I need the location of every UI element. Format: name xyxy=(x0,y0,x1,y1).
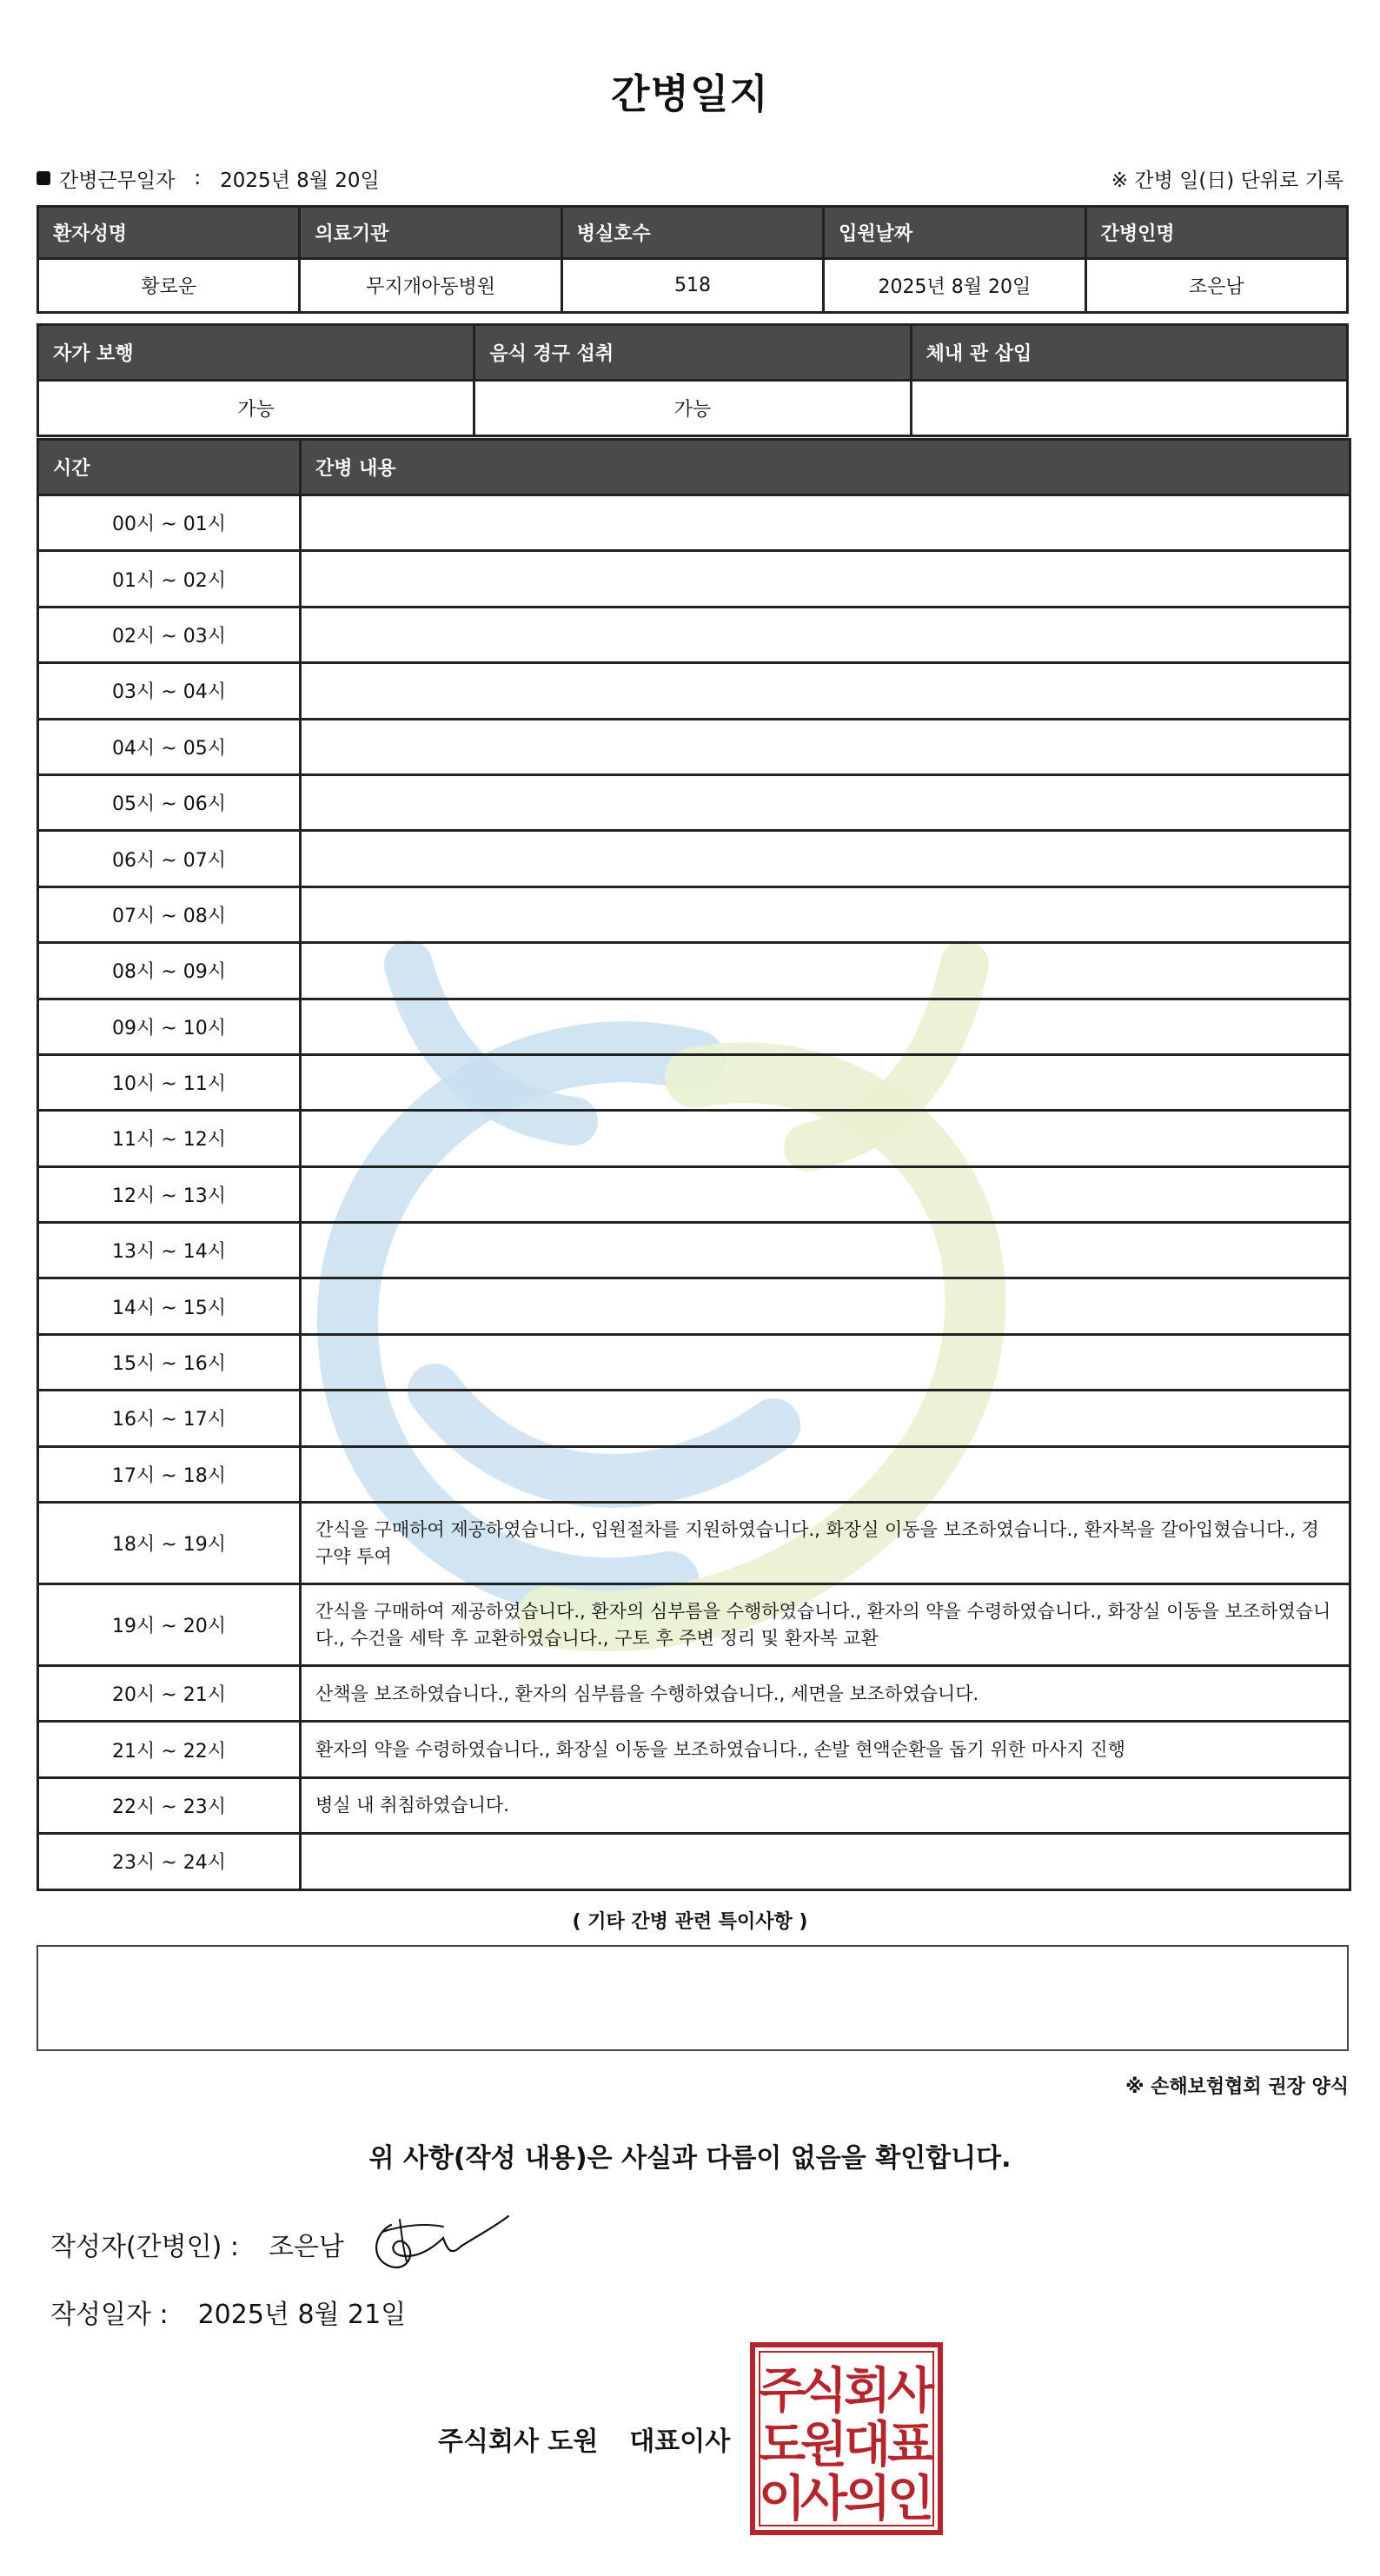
table-row xyxy=(38,1584,1350,1666)
time-cell: 14시 ~ 15시 xyxy=(38,1278,301,1334)
time-cell: 23시 ~ 24시 xyxy=(38,1834,301,1889)
writer-label: 작성자(간병인) : xyxy=(50,2232,239,2262)
room-number: 518 xyxy=(561,259,823,313)
content-cell: 산책을 보조하였습니다., 환자의 심부름을 수행하였습니다., 세면을 보조하였습니다. xyxy=(301,1666,1350,1722)
header-care-content: 간병 내용 xyxy=(301,440,1350,495)
table-row xyxy=(38,1834,1350,1889)
time-cell: 10시 ~ 11시 xyxy=(38,1054,301,1110)
meta-row xyxy=(36,163,1344,193)
table-row xyxy=(38,551,1350,607)
company-signoff xyxy=(438,2420,730,2458)
svg-text:원: 원 xyxy=(799,2417,848,2473)
company-seal-icon xyxy=(749,2341,944,2536)
work-date xyxy=(36,164,380,193)
header-hospital: 의료기관 xyxy=(300,207,561,259)
table-row xyxy=(38,719,1350,774)
admission-date: 2025년 8월 20일 xyxy=(824,259,1085,313)
content-cell: 병실 내 취침하였습니다. xyxy=(301,1777,1350,1833)
svg-text:도: 도 xyxy=(758,2417,806,2473)
time-cell: 02시 ~ 03시 xyxy=(38,607,301,662)
table-row xyxy=(38,663,1350,719)
care-log-header-row xyxy=(38,440,1350,495)
time-cell: 04시 ~ 05시 xyxy=(38,719,301,774)
content-cell xyxy=(301,1166,1350,1222)
table-row xyxy=(38,1054,1350,1110)
table-row xyxy=(38,1503,1350,1584)
content-cell xyxy=(301,719,1350,774)
patient-info-table xyxy=(36,205,1349,314)
content-cell: 간식을 구매하여 제공하였습니다., 입원절차를 지원하였습니다., 화장실 이동을 보조하였습니다., 환자복을 갈아입혔습니다., 경구약 투여 xyxy=(301,1503,1350,1584)
content-cell xyxy=(301,1223,1350,1278)
time-cell: 00시 ~ 01시 xyxy=(38,495,301,551)
table-row xyxy=(38,1722,1350,1777)
patient-status-header-row xyxy=(38,325,1348,381)
signature-icon xyxy=(365,2208,513,2277)
time-cell: 16시 ~ 17시 xyxy=(38,1391,301,1446)
svg-text:사: 사 xyxy=(886,2363,935,2420)
time-cell: 22시 ~ 23시 xyxy=(38,1777,301,1833)
content-cell xyxy=(301,607,1350,662)
header-admission-date: 입원날짜 xyxy=(824,207,1085,259)
header-patient-name: 환자성명 xyxy=(38,207,300,259)
time-cell: 11시 ~ 12시 xyxy=(38,1111,301,1166)
content-cell xyxy=(301,663,1350,719)
time-cell: 21시 ~ 22시 xyxy=(38,1722,301,1777)
table-row xyxy=(38,1777,1350,1833)
table-row xyxy=(38,1446,1350,1502)
content-cell xyxy=(301,1334,1350,1390)
svg-text:인: 인 xyxy=(886,2471,935,2527)
company-name: 주식회사 도원 xyxy=(438,2427,599,2457)
svg-text:표: 표 xyxy=(886,2417,935,2473)
patient-name: 황로운 xyxy=(38,259,300,313)
table-row xyxy=(38,1223,1350,1278)
table-row xyxy=(38,886,1350,942)
work-date-value: 2025년 8월 20일 xyxy=(220,169,380,192)
table-row xyxy=(38,1391,1350,1446)
table-row xyxy=(38,943,1350,999)
table-row xyxy=(38,1666,1350,1722)
write-date-label: 작성일자 : xyxy=(50,2300,169,2330)
time-cell: 20시 ~ 21시 xyxy=(38,1666,301,1722)
content-cell xyxy=(301,1446,1350,1502)
header-room-number: 병실호수 xyxy=(561,207,823,259)
svg-text:대: 대 xyxy=(843,2417,892,2473)
care-log-table xyxy=(36,438,1351,1891)
header-self-walking: 자가 보행 xyxy=(38,325,474,381)
page-title: 간병일지 xyxy=(611,70,769,117)
content-cell xyxy=(301,1278,1350,1334)
time-cell: 19시 ~ 20시 xyxy=(38,1584,301,1666)
svg-text:회: 회 xyxy=(843,2363,892,2420)
content-cell: 간식을 구매하여 제공하였습니다., 환자의 심부름을 수행하였습니다., 환자의 약을 수령하였습니다., 화장실 이동을 보조하였습니다., 수건을 세탁 후 교환하였습니다., 구토 후 주변 정리 및 환자복 교환 xyxy=(301,1584,1350,1666)
confirmation-statement: 위 사항(작성 내용)은 사실과 다름이 없음을 확인합니다. xyxy=(368,2143,1012,2174)
content-cell xyxy=(301,999,1350,1054)
oral-intake-value: 가능 xyxy=(474,381,911,436)
unit-note: ※ 간병 일(日) 단위로 기록 xyxy=(1111,169,1344,192)
content-cell xyxy=(301,774,1350,830)
time-cell: 07시 ~ 08시 xyxy=(38,886,301,942)
time-cell: 17시 ~ 18시 xyxy=(38,1446,301,1502)
patient-info-header-row xyxy=(38,207,1348,259)
svg-text:주: 주 xyxy=(758,2363,806,2420)
table-row xyxy=(38,1278,1350,1334)
content-cell xyxy=(301,886,1350,942)
header-time: 시간 xyxy=(38,440,301,495)
table-row xyxy=(38,607,1350,662)
writer-name: 조은남 xyxy=(268,2232,344,2262)
association-note: ※ 손해보험협회 권장 양식 xyxy=(1125,2076,1349,2098)
table-row xyxy=(38,831,1350,886)
time-cell: 15시 ~ 16시 xyxy=(38,1334,301,1390)
time-cell: 01시 ~ 02시 xyxy=(38,551,301,607)
content-cell xyxy=(301,495,1350,551)
time-cell: 13시 ~ 14시 xyxy=(38,1223,301,1278)
table-row xyxy=(38,999,1350,1054)
time-cell: 03시 ~ 04시 xyxy=(38,663,301,719)
time-cell: 12시 ~ 13시 xyxy=(38,1166,301,1222)
work-date-label: 간병근무일자 xyxy=(59,169,176,192)
table-row xyxy=(38,774,1350,830)
content-cell xyxy=(301,943,1350,999)
time-cell: 18시 ~ 19시 xyxy=(38,1503,301,1584)
patient-status-value-row xyxy=(38,381,1348,436)
content-cell: 환자의 약을 수령하였습니다., 화장실 이동을 보조하였습니다., 손발 현액순환을 돕기 위한 마사지 진행 xyxy=(301,1722,1350,1777)
table-row xyxy=(38,1111,1350,1166)
content-cell xyxy=(301,1111,1350,1166)
header-caregiver-name: 간병인명 xyxy=(1085,207,1347,259)
time-cell: 06시 ~ 07시 xyxy=(38,831,301,886)
self-walking-value: 가능 xyxy=(38,381,474,436)
time-cell: 05시 ~ 06시 xyxy=(38,774,301,830)
svg-text:식: 식 xyxy=(799,2363,848,2420)
header-oral-intake: 음식 경구 섭취 xyxy=(474,325,911,381)
svg-text:사: 사 xyxy=(799,2471,848,2527)
writer-row xyxy=(50,2225,344,2263)
content-cell xyxy=(301,551,1350,607)
table-row xyxy=(38,1334,1350,1390)
caregiver-name: 조은남 xyxy=(1085,259,1347,313)
square-bullet-icon xyxy=(36,171,50,185)
hospital-name: 무지개아동병원 xyxy=(300,259,561,313)
content-cell xyxy=(301,1391,1350,1446)
table-row xyxy=(38,495,1350,551)
write-date-row xyxy=(50,2293,406,2331)
table-row xyxy=(38,1166,1350,1222)
notes-title: ( 기타 간병 관련 특이사항 ) xyxy=(572,1911,808,1933)
work-date-colon: : xyxy=(194,167,202,189)
time-cell: 09시 ~ 10시 xyxy=(38,999,301,1054)
patient-status-table xyxy=(36,323,1349,437)
tube-insertion-value xyxy=(911,381,1347,436)
content-cell xyxy=(301,831,1350,886)
notes-box xyxy=(36,1945,1349,2051)
content-cell xyxy=(301,1054,1350,1110)
time-cell: 08시 ~ 09시 xyxy=(38,943,301,999)
header-tube-insertion: 체내 관 삽입 xyxy=(911,325,1347,381)
svg-text:이: 이 xyxy=(758,2471,806,2527)
content-cell xyxy=(301,1834,1350,1889)
company-title: 대표이사 xyxy=(629,2427,731,2457)
write-date-value: 2025년 8월 21일 xyxy=(197,2300,407,2330)
svg-text:의: 의 xyxy=(843,2471,892,2527)
patient-info-value-row xyxy=(38,259,1348,313)
